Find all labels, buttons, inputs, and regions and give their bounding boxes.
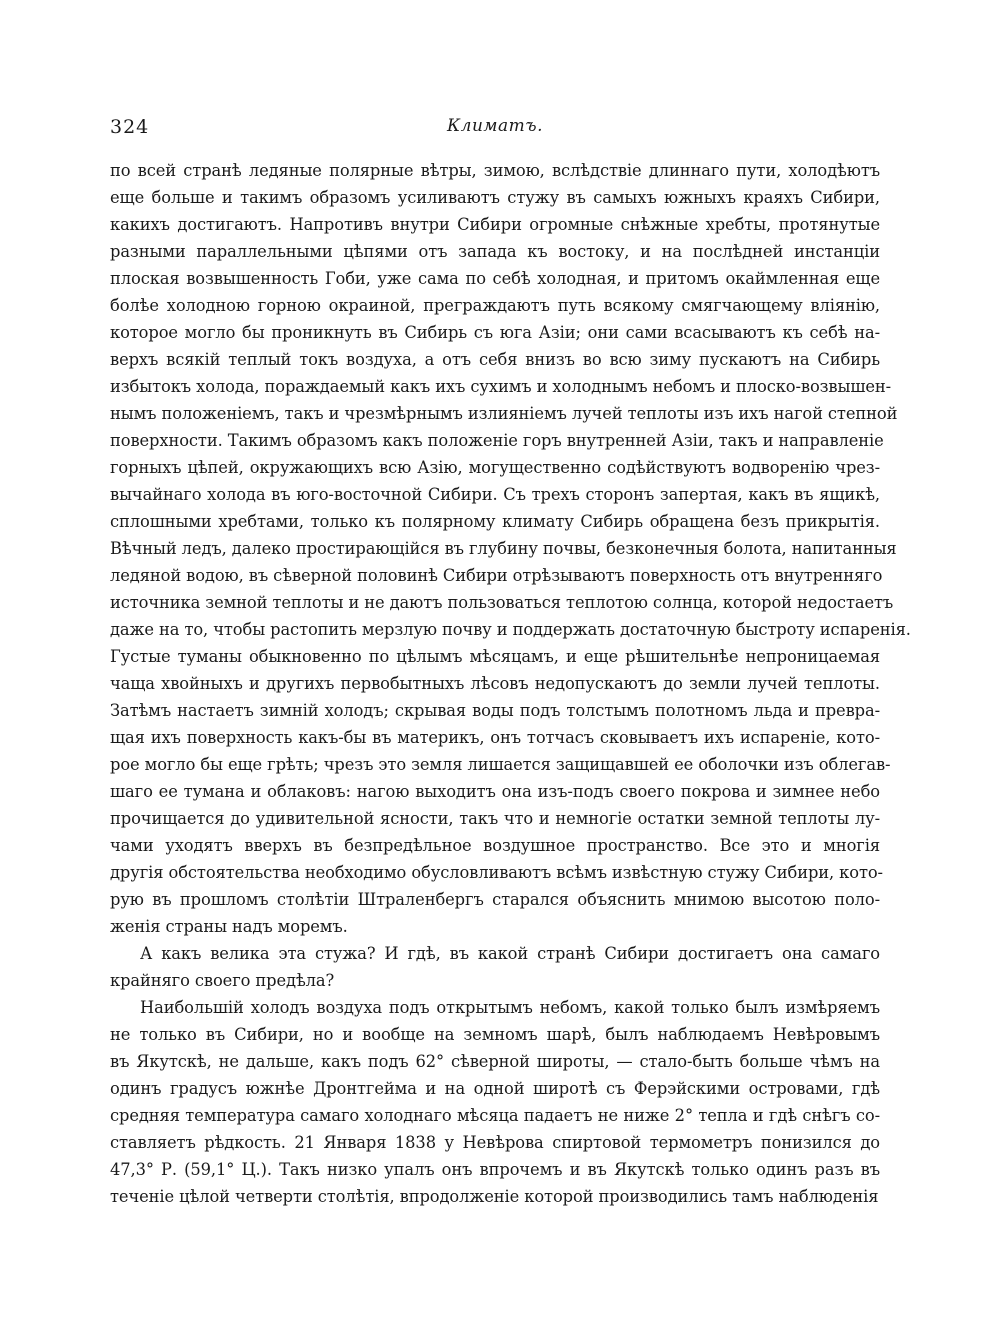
text-line: въ Якутскѣ, не дальше, какъ подъ 62° сѣверной широты, — стало-быть больше чѣмъ на: [110, 1052, 880, 1071]
text-line: еще больше и такимъ образомъ усиливаютъ стужу въ самыхъ южныхъ краяхъ Сибири,: [110, 188, 880, 207]
page-number: 324: [110, 116, 150, 138]
text-line: ставляетъ рѣдкость. 21 Января 1838 у Невѣрова спиртовой термометръ понизился до: [110, 1133, 880, 1152]
text-line: избытокъ холода, пораждаемый какъ ихъ сухимъ и холоднымъ небомъ и плоско-возвышен-: [110, 377, 892, 396]
running-title: Климатъ.: [446, 116, 543, 136]
text-line: по всей странѣ ледяные полярные вѣтры, зимою, вслѣдствіе длиннаго пути, холодѣютъ: [110, 161, 880, 180]
text-line: ледяной водою, въ сѣверной половинѣ Сибири отрѣзываютъ поверхность отъ внутренняго: [110, 566, 883, 585]
text-line: шаго ее тумана и облаковъ: нагою выходитъ она изъ-подъ своего покрова и зимнее небо: [110, 782, 880, 801]
text-line: Густые туманы обыкновенно по цѣлымъ мѣсяцамъ, и еще рѣшительнѣе непроницаемая: [110, 647, 880, 666]
text-line: крайняго своего предѣла?: [110, 971, 335, 990]
text-line: теченіе цѣлой четверти столѣтія, впродолженіе которой производились тамъ наблюденія: [110, 1187, 879, 1206]
text-line: поверхности. Такимъ образомъ какъ положеніе горъ внутренней Азіи, такъ и направленіе: [110, 431, 884, 450]
text-line: горныхъ цѣпей, окружающихъ всю Азію, могущественно содѣйствуютъ водворенію чрез-: [110, 458, 880, 477]
text-line: нымъ положеніемъ, такъ и чрезмѣрнымъ излияніемъ лучей теплоты изъ ихъ нагой степной: [110, 404, 898, 423]
text-line: даже на то, чтобы растопить мерзлую почву и поддержать достаточную быстроту испаренія.: [110, 620, 911, 639]
text-line: сплошными хребтами, только къ полярному климату Сибирь обращена безъ прикрытія.: [110, 512, 880, 531]
text-line: Вѣчный ледъ, далеко простирающійся въ глубину почвы, безконечныя болота, напитанныя: [110, 539, 897, 558]
text-line: средняя температура самаго холоднаго мѣсяца падаетъ не ниже 2° тепла и гдѣ снѣгъ со-: [110, 1106, 880, 1125]
text-line: прочищается до удивительной ясности, такъ что и немногіе остатки земной теплоты лу-: [110, 809, 880, 828]
text-line: источника земной теплоты и не даютъ пользоваться теплотою солнца, которой недостаетъ: [110, 593, 894, 612]
text-line: болѣе холодною горною окраиной, преграждаютъ путь всякому смягчающему вліянію,: [110, 296, 880, 315]
paragraph: [110, 994, 880, 1210]
text-line: чами уходятъ вверхъ въ безпредѣльное воздушное пространство. Все это и многія: [110, 836, 880, 855]
text-line: чаща хвойныхъ и другихъ первобытныхъ лѣсовъ недопускаютъ до земли лучей теплоты.: [110, 674, 880, 693]
paragraph-list: [110, 157, 911, 1210]
text-line: которое могло бы проникнуть въ Сибирь съ юга Азіи; они сами всасываютъ къ себѣ на-: [110, 323, 880, 342]
text-line: плоская возвышенность Гоби, уже сама по себѣ холодная, и притомъ окаймленная еще: [110, 269, 880, 288]
text-line: рую въ прошломъ столѣтіи Штраленбергъ старался объяснить мнимою высотою поло-: [110, 890, 880, 909]
paragraph: [110, 940, 880, 994]
text-line: верхъ всякій теплый токъ воздуха, а отъ себя внизъ во всю зиму пускаютъ на Сибирь: [110, 350, 880, 369]
text-line: Наибольшій холодъ воздуха подъ открытымъ небомъ, какой только былъ измѣряемъ: [140, 998, 880, 1017]
running-head: [110, 116, 880, 142]
text-line: разными параллельными цѣпями отъ запада къ востоку, и на послѣдней инстанціи: [110, 242, 880, 261]
text-line: вычайнаго холода въ юго-восточной Сибири. Съ трехъ сторонъ запертая, какъ въ ящикѣ,: [110, 485, 880, 504]
paragraph: [110, 157, 911, 940]
text-line: 47,3° Р. (59,1° Ц.). Такъ низко упалъ онъ впрочемъ и въ Якутскѣ только одинъ разъ въ: [110, 1160, 880, 1179]
text-line: А какъ велика эта стужа? И гдѣ, въ какой странѣ Сибири достигаетъ она самаго: [140, 944, 880, 963]
text-line: другія обстоятельства необходимо обусловливаютъ всѣмъ извѣстную стужу Сибири, кото-: [110, 863, 883, 882]
text-line: Затѣмъ настаетъ зимній холодъ; скрывая воды подъ толстымъ полотномъ льда и превра-: [110, 701, 880, 720]
body-text: [110, 157, 911, 1210]
text-line: женія страны надъ моремъ.: [110, 917, 348, 936]
text-line: какихъ достигаютъ. Напротивъ внутри Сибири огромные снѣжные хребты, протянутые: [110, 215, 880, 234]
text-line: не только въ Сибири, но и вообще на земномъ шарѣ, былъ наблюдаемъ Невѣровымъ: [110, 1025, 880, 1044]
text-line: щая ихъ поверхность какъ-бы въ материкъ, онъ тотчасъ сковываетъ ихъ испареніе, кото-: [110, 728, 880, 747]
text-line: одинъ градусъ южнѣе Дронтгейма и на одной широтѣ съ Ферэйскими островами, гдѣ: [110, 1079, 880, 1098]
text-line: рое могло бы еще грѣть; чрезъ это земля лишается защищавшей ее оболочки изъ облегав-: [110, 755, 891, 774]
